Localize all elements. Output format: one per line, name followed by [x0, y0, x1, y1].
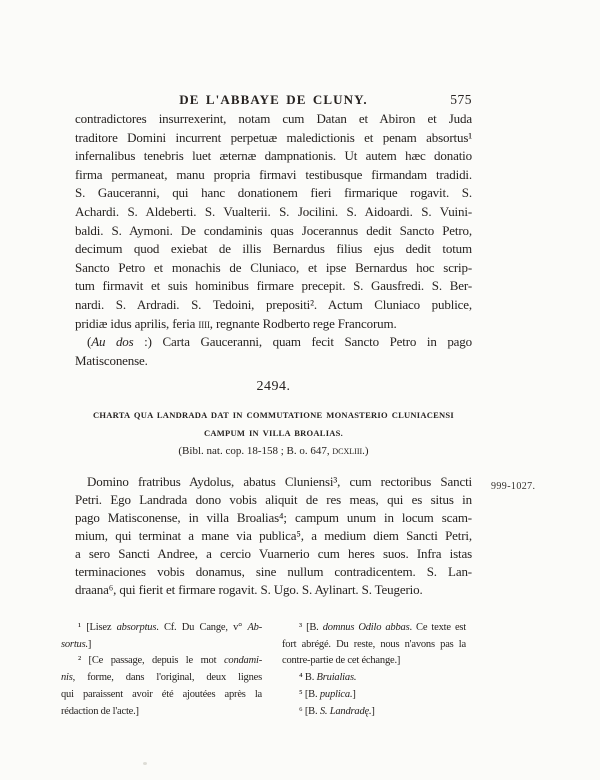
text-line: nis, forme, dans l'original, deux lignes: [61, 672, 262, 684]
charter-title-line-2: CAMPUM IN VILLA BROALIAS.: [203, 428, 344, 438]
charter-2494-text: [75, 473, 472, 599]
text-line: infernalibus tenebris luet æternæ dampnationis. Ut autem hæc donatio: [75, 148, 472, 164]
text-line: S. Gauceranni, qui hanc donationem fieri firmarique rogavit. S.: [75, 185, 472, 201]
text-line: a sero Sancti Andree, a cercio Vuarnerio cum heres suos. Infra istas: [75, 546, 472, 561]
text-line: qui paraissent avoir été ajoutées après la: [61, 688, 262, 700]
text-line: firma permaneat, manu propria firmavi testibusque firmandam tradidi.: [75, 166, 472, 182]
charter-title: [75, 406, 472, 442]
text-line: ³ [B. domnus Odilo abbas. Ce texte est: [299, 622, 467, 633]
page-header: [75, 92, 472, 110]
text-line: sortus.]: [61, 638, 92, 650]
charter-title-line-1: CHARTA QUA LANDRADA DAT IN COMMUTATIONE MONASTERIO CLUNIACENSI: [93, 410, 454, 420]
source-reference: (Bibl. nat. cop. 18-158 ; B. o. 647, dcxliii.): [178, 445, 369, 457]
text-line: (Au dos :) Carta Gauceranni, quam fecit Sancto Petro in pago: [87, 334, 472, 350]
text-line: traditore Domini incurrent perpetuæ maledictionis et penam absortus¹: [75, 129, 472, 145]
running-title: DE L'ABBAYE DE CLUNY.: [179, 92, 368, 107]
text-line: baldi. S. Aymoni. De condaminis quas Jocerannus dedit Sancto Petro,: [75, 222, 472, 238]
text-line: pago Matisconense, in villa Broalias⁴; campum unum in locum scam-: [75, 510, 472, 525]
footnotes: [61, 620, 466, 720]
text-line: tum firmavit et suis hominibus firmare precepit. S. Gausfredi. S. Ber-: [75, 278, 472, 294]
text-line: ² [Ce passage, depuis le mot condami-: [78, 655, 262, 667]
footnotes-left-column: [61, 620, 262, 720]
text-line: decimum quod exiebat de illis Bernardus filius ejus dedit totum: [75, 241, 472, 257]
text-line: ⁴ B. Bruialias.: [299, 672, 357, 684]
text-line: contre-partie de cet échange.]: [282, 655, 401, 667]
footnotes-right-column: [282, 620, 466, 720]
text-line: Achardi. S. Aldeberti. S. Vualterii. S. Jocilini. S. Aidoardi. S. Vuini-: [75, 203, 472, 219]
text-line: rédaction de l'acte.]: [61, 705, 139, 717]
margin-date: 999-1027.: [491, 481, 536, 492]
charter-2493-text: [75, 110, 472, 370]
text-line: contradictores insurrexerint, notam cum Datan et Abiron et Juda: [75, 111, 472, 126]
text-line: ⁵ [B. puplica.]: [299, 688, 356, 700]
scan-speck: [143, 762, 147, 765]
page-number: 575: [450, 92, 472, 107]
text-line: draana⁶, qui fierit et firmare rogavit. S. Ugo. S. Aylinart. S. Teugerio.: [75, 582, 423, 597]
text-line: pridiæ idus aprilis, feria iiii, regnante Rodberto rege Francorum.: [75, 315, 397, 331]
text-line: ⁶ [B. S. Landradę.]: [299, 705, 375, 717]
text-line: terminaciones vobis donamus, sine nullum contradicentem. S. Lan-: [75, 564, 472, 579]
text-line: Petri. Ego Landrada dono vobis aliquit de res meas, qui es situs in: [75, 492, 472, 507]
text-line: fort abrégé. Du reste, nous n'avons pas la: [282, 638, 466, 650]
text-line: nardi. S. Ardradi. S. Tedoini, prepositi². Actum Cluniaco publice,: [75, 296, 472, 312]
text-line: ¹ [Lisez absorptus. Cf. Du Cange, v° Ab-: [78, 622, 262, 633]
text-line: mium, qui terminat a mane via publica⁵, a medium diem Sancti Petri,: [75, 528, 472, 543]
charter-number: 2494.: [256, 379, 291, 394]
text-line: Sancto Petro et monachis de Cluniaco, et ipse Bernardus hoc scrip-: [75, 259, 472, 275]
text-line: Matisconense.: [75, 352, 148, 368]
text-line: Domino fratribus Aydolus, abatus Cluniensi³, cum rectoribus Sancti: [87, 474, 472, 489]
